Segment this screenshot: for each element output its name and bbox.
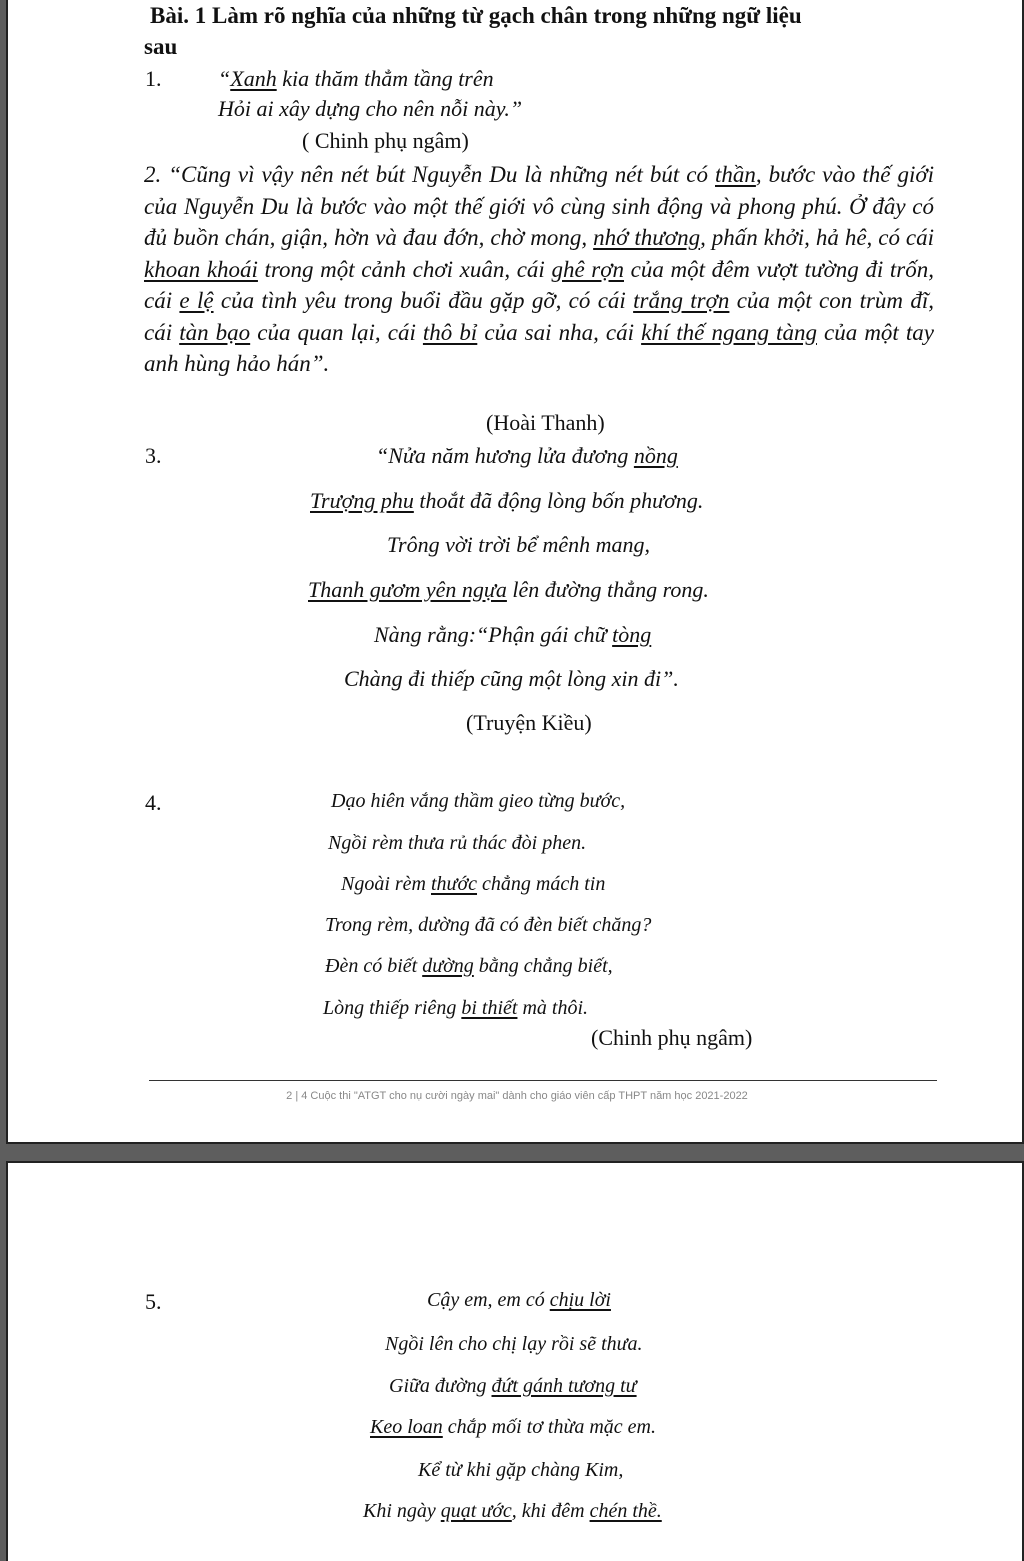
poem5-line1: Cậy em, em có chịu lời [427, 1289, 611, 1311]
poem1-line1: “Xanh kia thăm thẳm tầng trên [218, 66, 494, 91]
source-2: (Hoài Thanh) [486, 410, 605, 435]
underlined-word: Xanh [230, 66, 277, 91]
underlined-word: e lệ [179, 288, 214, 313]
underlined-word: thần [715, 162, 756, 187]
underlined-word: dường [422, 955, 474, 977]
underlined-word: chén thề. [589, 1500, 662, 1522]
source-3: (Truyện Kiều) [466, 710, 592, 735]
poem4-line4: Trong rèm, dường đã có đèn biết chăng? [325, 914, 652, 936]
poem3-line6: Chàng đi thiếp cũng một lòng xin đi”. [344, 666, 679, 691]
poem4-line3: Ngoài rèm thước chẳng mách tin [341, 873, 606, 895]
poem1-line2: Hỏi ai xây dựng cho nên nỗi này.” [218, 96, 523, 121]
poem4-line2: Ngồi rèm thưa rủ thác đòi phen. [328, 832, 587, 854]
underlined-word: nhớ thương [593, 225, 701, 250]
underlined-word: khí thế ngang tàng [641, 319, 817, 345]
item-number-1: 1. [145, 66, 162, 91]
underlined-word: nồng [633, 443, 678, 468]
poem3-line2: Trượng phu thoắt đã động lòng bốn phương. [310, 488, 704, 513]
underlined-word: quạt ước [440, 1500, 512, 1522]
poem5-line3: Giữa đường đứt gánh tương tư [389, 1375, 637, 1397]
underlined-word: tòng [612, 622, 652, 647]
underlined-word: đứt gánh tương tư [491, 1375, 637, 1397]
poem4-line1: Dạo hiên vắng thầm gieo từng bước, [331, 790, 626, 812]
underlined-word: ghê rợn [551, 256, 624, 282]
poem4-line5: Đèn có biết dường bằng chẳng biết, [325, 955, 613, 977]
paragraph-2: 2. “Cũng vì vậy nên nét bút Nguyễn Du là những nét bút có thần, bước vào thế giới của Nguyễn Du là bước vào một thế giới vô cùng sinh động và phong phú. Ở đây có đủ buồn chán, giận, hờn và đau đớn, chờ mong, nhớ thương, phấn khởi, hả hê, có cái khoan khoái trong một cảnh chơi xuân, cái ghê rợn của một đêm vượt tường đi trốn, cái e lệ của tình yêu trong buổi đầu gặp gỡ, có cái trắng trợn của một con trùm đĩ, cái tàn bạo của quan lại, cái thô bỉ của sai nha, cái khí thế ngang tàng của một tay anh hùng hảo hán”. [144, 162, 935, 376]
poem5-line2: Ngồi lên cho chị lạy rồi sẽ thưa. [385, 1333, 643, 1355]
underlined-word: khoan khoái [144, 256, 258, 282]
page-footer: 2 | 4 Cuộc thi "ATGT cho nụ cười ngày mai" dành cho giáo viên cấp THPT năm học 2021-2022 [286, 1090, 748, 1102]
item-number-5: 5. [145, 1289, 162, 1314]
underlined-word: thô bỉ [422, 319, 478, 345]
underlined-word: tàn bạo [179, 319, 251, 345]
underlined-word: thước [431, 873, 478, 895]
poem3-line3: Trông vời trời bể mênh mang, [387, 532, 651, 557]
footer-divider [149, 1080, 937, 1081]
underlined-word: trắng trợn [633, 288, 730, 313]
underlined-word: Keo loan [370, 1416, 443, 1438]
poem3-line4: Thanh gươm yên ngựa lên đường thẳng rong. [308, 577, 709, 602]
underlined-word: chịu lời [549, 1289, 611, 1311]
poem5-line4: Keo loan chắp mối tơ thừa mặc em. [370, 1416, 656, 1438]
underlined-word: Trượng phu [310, 488, 414, 513]
document-page-1 [6, 0, 1024, 1144]
source-1: ( Chinh phụ ngâm) [302, 128, 469, 153]
poem4-line6: Lòng thiếp riêng bi thiết mà thôi. [323, 997, 589, 1019]
poem5-line6: Khi ngày quạt ước, khi đêm chén thề. [363, 1500, 662, 1522]
underlined-word: Thanh gươm yên ngựa [308, 577, 507, 602]
exercise-title-cont: sau [144, 34, 178, 59]
source-4: (Chinh phụ ngâm) [591, 1025, 753, 1050]
item-number-3: 3. [145, 443, 162, 468]
poem5-line5: Kể từ khi gặp chàng Kim, [418, 1459, 624, 1481]
document-page-2 [6, 1161, 1024, 1561]
poem3-line5: Nàng rằng:“Phận gái chữ tòng [374, 622, 652, 647]
poem3-line1: “Nửa năm hương lửa đương nồng [376, 443, 678, 468]
exercise-title: Bài. 1 Làm rõ nghĩa của những từ gạch chân trong những ngữ liệu [150, 3, 802, 28]
item-number-4: 4. [145, 790, 162, 815]
underlined-word: bi thiết [461, 997, 518, 1019]
